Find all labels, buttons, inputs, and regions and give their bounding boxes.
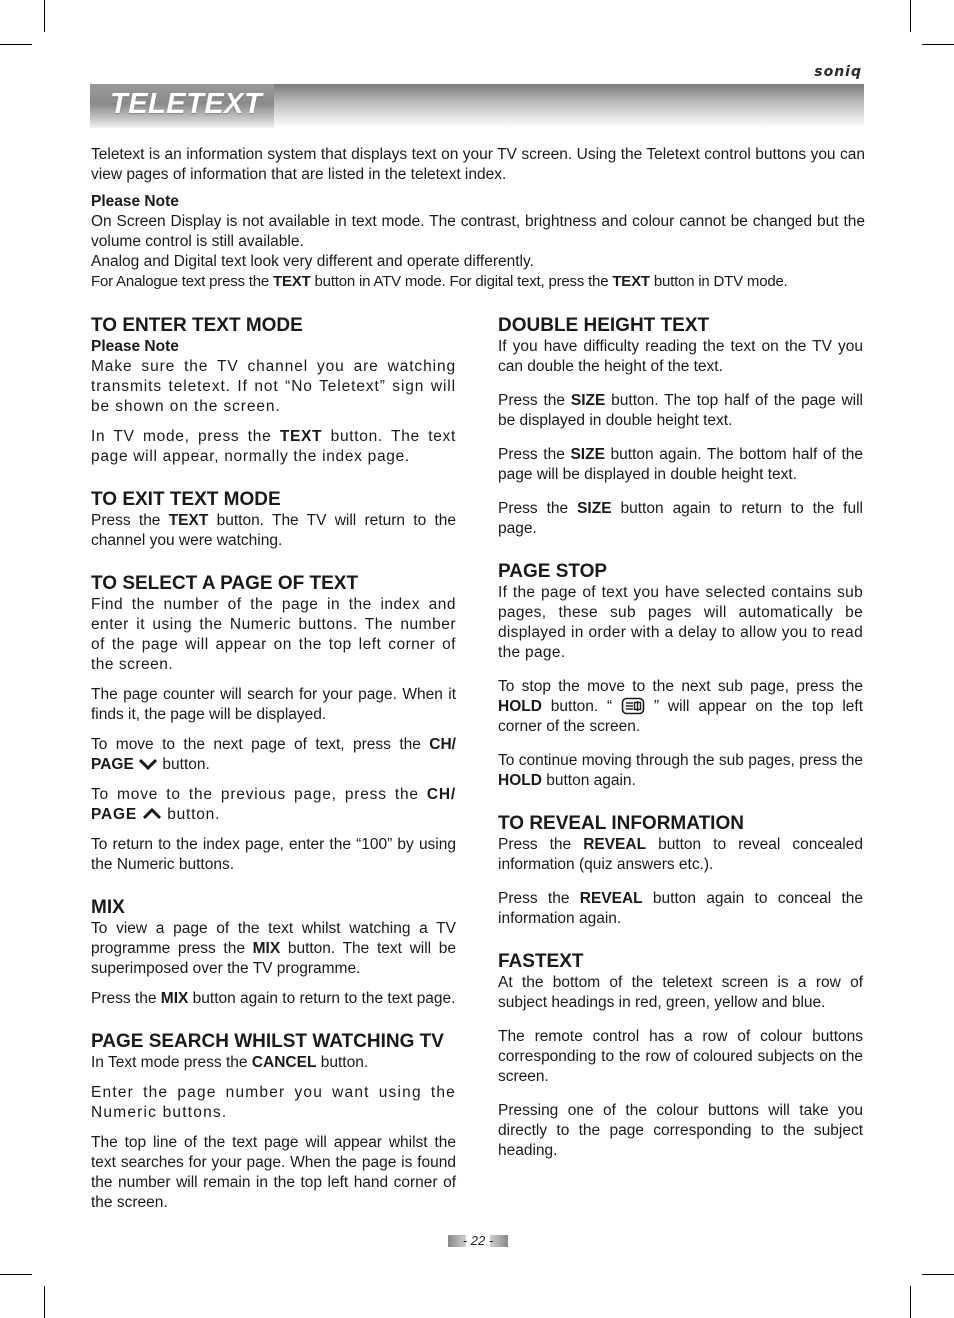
brand-logo: soniq	[814, 64, 862, 80]
paragraph: To stop the move to the next sub page, press the HOLD button. “ ” will appear on the top left corner of the screen.	[498, 678, 864, 735]
paragraph: If the page of text you have selected contains sub pages, these sub pages will automatically be displayed in order with a delay to allow you to read the page.	[498, 584, 863, 661]
paragraph: Press the REVEAL button to reveal concealed information (quiz answers etc.).	[498, 836, 863, 873]
paragraph: At the bottom of the teletext screen is a row of subject headings in red, green, yellow and blue.	[498, 974, 863, 1011]
left-column	[91, 315, 456, 1235]
note-paragraph: On Screen Display is not available in text mode. The contrast, brightness and colour cannot be changed but the volume control is still available.	[91, 213, 865, 250]
crop-mark	[922, 44, 954, 45]
section-heading: TO REVEAL INFORMATION	[498, 813, 744, 834]
note-paragraph: For Analogue text press the TEXT button in ATV mode. For digital text, press the TEXT button in DTV mode.	[91, 273, 788, 290]
page-title: TELETEXT	[110, 88, 263, 120]
paragraph: In TV mode, press the TEXT button. The text page will appear, normally the index page.	[91, 428, 456, 465]
section-mix	[91, 897, 456, 1009]
crop-mark	[0, 1274, 32, 1275]
paragraph: Press the MIX button again to return to the text page.	[91, 990, 456, 1007]
note-paragraph: Analog and Digital text look very different and operate differently.	[91, 253, 534, 270]
crop-mark	[922, 1274, 954, 1275]
section-heading: TO SELECT A PAGE OF TEXT	[91, 573, 359, 594]
chevron-up-icon	[142, 808, 162, 820]
section-heading: MIX	[91, 897, 125, 918]
paragraph: Find the number of the page in the index and enter it using the Numeric buttons. The number of the page will appear on the top left corner of the screen.	[91, 596, 456, 673]
paragraph: To return to the index page, enter the “100” by using the Numeric buttons.	[91, 836, 456, 873]
paragraph: To move to the previous page, press the CH/ PAGE button.	[91, 786, 456, 823]
crop-mark	[910, 0, 911, 32]
note-heading: Please Note	[91, 338, 179, 355]
note-heading: Please Note	[91, 193, 179, 210]
paragraph: Press the SIZE button. The top half of the page will be displayed in double height text.	[498, 392, 863, 429]
page-number	[448, 1233, 508, 1249]
section-heading: DOUBLE HEIGHT TEXT	[498, 315, 710, 336]
paragraph: Press the SIZE button again. The bottom half of the page will be displayed in double height text.	[498, 446, 864, 483]
intro-section	[91, 145, 865, 292]
section-heading: TO EXIT TEXT MODE	[91, 489, 281, 510]
section-heading: TO ENTER TEXT MODE	[91, 315, 303, 336]
page-number-text: - 22 -	[462, 1233, 494, 1248]
paragraph: In Text mode press the CANCEL button.	[91, 1054, 369, 1071]
section-heading: PAGE STOP	[498, 561, 608, 582]
paragraph: Press the SIZE button again to return to the full page.	[498, 500, 863, 537]
section-enter-text-mode	[91, 315, 456, 467]
section-double-height	[498, 315, 863, 539]
crop-mark	[44, 0, 45, 32]
section-select-page	[91, 573, 456, 875]
paragraph: Enter the page number you want using the Numeric buttons.	[91, 1084, 456, 1121]
paragraph: Press the TEXT button. The TV will return to the channel you were watching.	[91, 512, 457, 549]
paragraph: To view a page of the text whilst watching a TV programme press the MIX button. The text will be superimposed over the TV programme.	[91, 920, 456, 977]
paragraph: If you have difficulty reading the text on the TV you can double the height of the text.	[498, 338, 863, 375]
right-column	[498, 315, 863, 1183]
paragraph: The page counter will search for your page. When it finds it, the page will be displayed.	[91, 686, 456, 723]
section-reveal	[498, 813, 863, 929]
chevron-down-icon	[138, 758, 158, 770]
hold-icon	[621, 697, 645, 715]
section-heading: FASTEXT	[498, 951, 584, 972]
paragraph: The remote control has a row of colour buttons corresponding to the row of coloured subjects on the screen.	[498, 1028, 863, 1085]
paragraph: Pressing one of the colour buttons will take you directly to the page corresponding to the subject heading.	[498, 1102, 863, 1159]
section-page-stop	[498, 561, 863, 791]
section-page-search	[91, 1031, 456, 1213]
paragraph: To move to the next page of text, press the CH/ PAGE button.	[91, 736, 456, 773]
section-fastext	[498, 951, 863, 1161]
paragraph: Press the REVEAL button again to conceal the information again.	[498, 890, 863, 927]
section-exit-text-mode	[91, 489, 456, 551]
paragraph: Make sure the TV channel you are watching transmits teletext. If not “No Teletext” sign will be shown on the screen.	[91, 358, 456, 415]
section-heading: PAGE SEARCH WHILST WATCHING TV	[91, 1031, 444, 1052]
paragraph: The top line of the text page will appear whilst the text searches for your page. When the page is found the number will remain in the top left hand corner of the screen.	[91, 1134, 456, 1211]
crop-mark	[0, 44, 32, 45]
crop-mark	[910, 1286, 911, 1318]
paragraph: To continue moving through the sub pages, press the HOLD button again.	[498, 752, 863, 789]
intro-paragraph: Teletext is an information system that displays text on your TV screen. Using the Teletext control buttons you can view pages of information that are listed in the teletext index.	[91, 146, 865, 183]
crop-mark	[44, 1286, 45, 1318]
